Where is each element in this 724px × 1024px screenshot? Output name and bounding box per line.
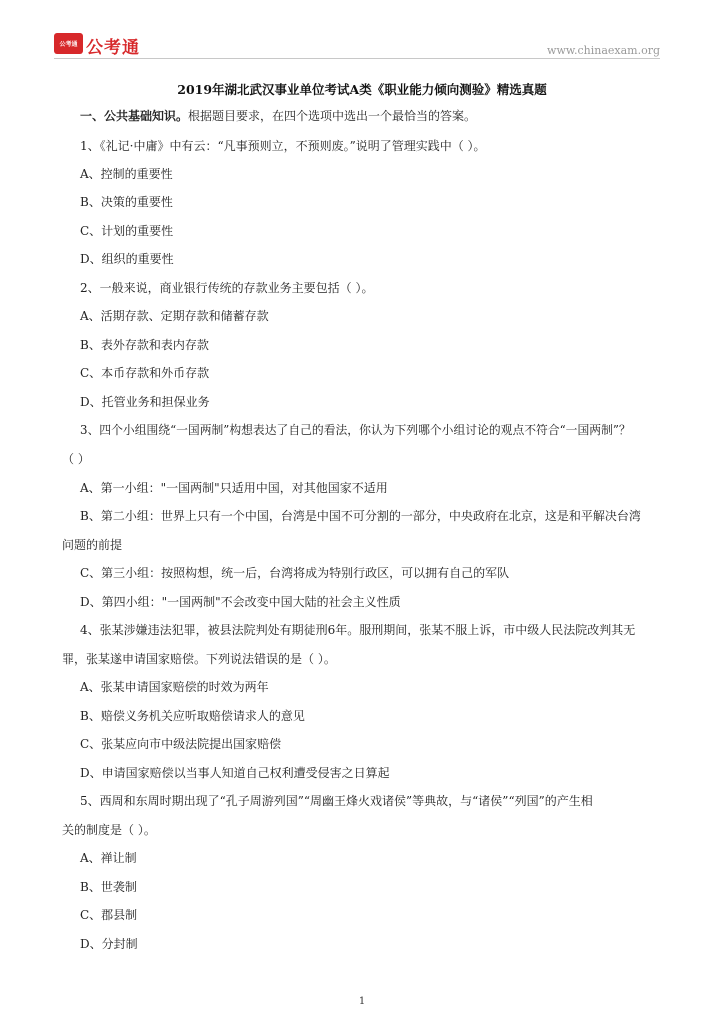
question-4-option-c: C、张某应向市中级法院提出国家赔偿	[80, 737, 282, 751]
question-1-option-d: D、组织的重要性	[80, 252, 174, 266]
question-4-option-a: A、张某申请国家赔偿的时效为两年	[80, 680, 269, 694]
question-5-option-d: D、分封制	[80, 937, 138, 951]
question-2-option-a: A、活期存款、定期存款和储蓄存款	[80, 309, 269, 323]
site-url: www.chinaexam.org	[547, 44, 660, 57]
question-2-option-b: B、表外存款和表内存款	[80, 338, 209, 352]
page-header	[0, 0, 724, 62]
question-3-stem: 3、四个小组围绕“一国两制”构想表达了自己的看法，你认为下列哪个小组讨论的观点不符合“一国两制”？	[80, 423, 631, 437]
question-2-stem: 2、一般来说，商业银行传统的存款业务主要包括（ ）。	[80, 281, 374, 295]
question-2-option-c: C、本币存款和外币存款	[80, 366, 210, 380]
question-5-option-b: B、世袭制	[80, 880, 137, 894]
question-1-option-c: C、计划的重要性	[80, 224, 174, 238]
question-5-option-a: A、禅让制	[80, 851, 137, 865]
question-4-option-d: D、申请国家赔偿以当事人知道自己权利遭受侵害之日算起	[80, 766, 390, 780]
question-3-option-b-cont: 问题的前提	[62, 538, 123, 552]
question-3-option-b: B、第二小组：世界上只有一个中国，台湾是中国不可分割的一部分，中央政府在北京，这是和平解决台湾	[80, 509, 641, 523]
question-3-option-a: A、第一小组："一国两制"只适用中国，对其他国家不适用	[80, 481, 388, 495]
question-2-option-d: D、托管业务和担保业务	[80, 395, 210, 409]
page-number: 1	[358, 996, 366, 1007]
question-4-stem: 4、张某涉嫌违法犯罪，被县法院判处有期徒刑6年。服刑期间，张某不服上诉，市中级人民法院改判其无	[80, 623, 636, 637]
question-3-stem-cont: （ ）	[62, 452, 90, 466]
question-1-option-a: A、控制的重要性	[80, 167, 173, 181]
question-5-stem-cont: 关的制度是（ ）。	[62, 823, 156, 837]
document-title: 2019年湖北武汉事业单位考试A类《职业能力倾向测验》精选真题	[177, 82, 547, 97]
question-4-stem-cont: 罪，张某遂申请国家赔偿。下列说法错误的是（ ）。	[62, 652, 336, 666]
question-3-option-c: C、第三小组：按照构想，统一后，台湾将成为特别行政区，可以拥有自己的军队	[80, 566, 510, 580]
question-3-option-d: D、第四小组："一国两制"不会改变中国大陆的社会主义性质	[80, 595, 401, 609]
question-1-option-b: B、决策的重要性	[80, 195, 173, 209]
header-divider	[54, 58, 660, 59]
question-1-stem: 1、《礼记·中庸》中有云：“凡事预则立，不预则废。”说明了管理实践中（ ）。	[80, 139, 486, 153]
brand-logo-badge: 公考通	[54, 33, 83, 54]
question-5-stem: 5、西周和东周时期出现了“孔子周游列国”“周幽王烽火戏诸侯”等典故，与“诸侯”“列国”的产生相	[80, 794, 593, 808]
brand-name: 公考通	[86, 38, 140, 58]
section-heading	[80, 108, 670, 124]
question-5-option-c: C、郡县制	[80, 908, 138, 922]
question-4-option-b: B、赔偿义务机关应听取赔偿请求人的意见	[80, 709, 305, 723]
section-label: 一、公共基础知识。	[80, 109, 189, 123]
section-instruction: 根据题目要求，在四个选项中选出一个最恰当的答案。	[188, 109, 477, 123]
